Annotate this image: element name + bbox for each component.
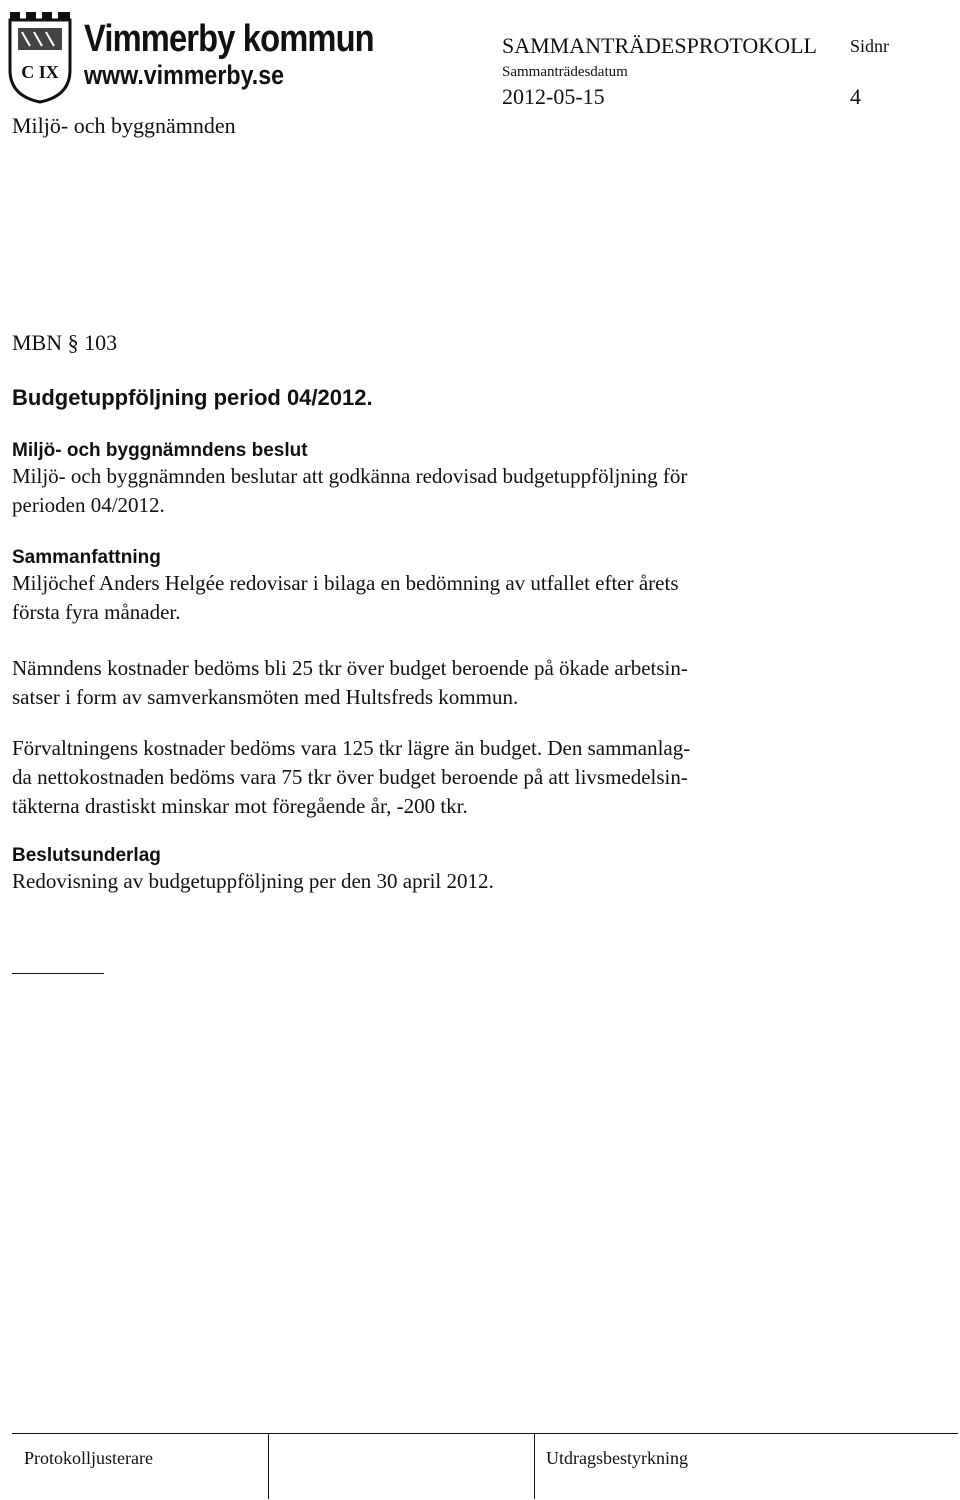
- summary-p3-line-2: da nettokostnaden bedöms vara 75 tkr över budget beroende på att livsmedelsin-: [12, 765, 688, 789]
- end-of-item-rule: [12, 973, 104, 974]
- protocol-adjuster-label: Protokolljusterare: [24, 1448, 153, 1468]
- page-number: 4: [850, 84, 861, 109]
- meeting-date-label: Sammanträdesdatum: [502, 64, 628, 80]
- committee-name: Miljö- och byggnämnden: [12, 113, 236, 138]
- signature-divider: [534, 1433, 535, 1499]
- summary-paragraph-3: [12, 734, 772, 821]
- basis-section: [12, 845, 772, 896]
- municipal-crest-logo: [8, 10, 74, 104]
- summary-paragraph-2: [12, 654, 772, 712]
- meeting-date: 2012-05-15: [502, 84, 605, 109]
- signature-divider: [268, 1433, 269, 1499]
- decision-section: [12, 440, 772, 520]
- summary-p1-line-1: Miljöchef Anders Helgée redovisar i bilaga en bedömning av utfallet efter årets: [12, 571, 679, 595]
- summary-p3-line-1: Förvaltningens kostnader bedöms vara 125 tkr lägre än budget. Den sammanlag-: [12, 736, 691, 760]
- page-number-label: Sidnr: [850, 36, 890, 56]
- brand-url: www.vimmerby.se: [84, 60, 285, 90]
- crest-lettering: C IX: [21, 62, 59, 82]
- summary-heading: Sammanfattning: [12, 547, 161, 568]
- item-reference: MBN § 103: [12, 330, 118, 355]
- summary-p3-line-3: täkterna drastiskt minskar mot föregående år, -200 tkr.: [12, 794, 468, 818]
- decision-heading: Miljö- och byggnämndens beslut: [12, 440, 308, 461]
- summary-p2-line-1: Nämndens kostnader bedöms bli 25 tkr över budget beroende på ökade arbetsin-: [12, 656, 688, 680]
- document-type: SAMMANTRÄDESPROTOKOLL: [502, 33, 817, 58]
- item-title: Budgetuppföljning period 04/2012.: [12, 385, 373, 410]
- signature-rule: [12, 1433, 958, 1434]
- basis-heading: Beslutsunderlag: [12, 845, 161, 866]
- brand-name: Vimmerby kommun: [84, 18, 374, 60]
- summary-p2-line-2: satser i form av samverkansmöten med Hultsfreds kommun.: [12, 685, 519, 709]
- decision-line-1: Miljö- och byggnämnden beslutar att godkänna redovisad budgetuppföljning för: [12, 464, 688, 488]
- decision-line-2: perioden 04/2012.: [12, 493, 165, 517]
- basis-line: Redovisning av budgetuppföljning per den 30 april 2012.: [12, 869, 494, 893]
- summary-p1-line-2: första fyra månader.: [12, 600, 181, 624]
- summary-section: [12, 547, 772, 627]
- extract-certification-label: Utdragsbestyrkning: [546, 1448, 688, 1468]
